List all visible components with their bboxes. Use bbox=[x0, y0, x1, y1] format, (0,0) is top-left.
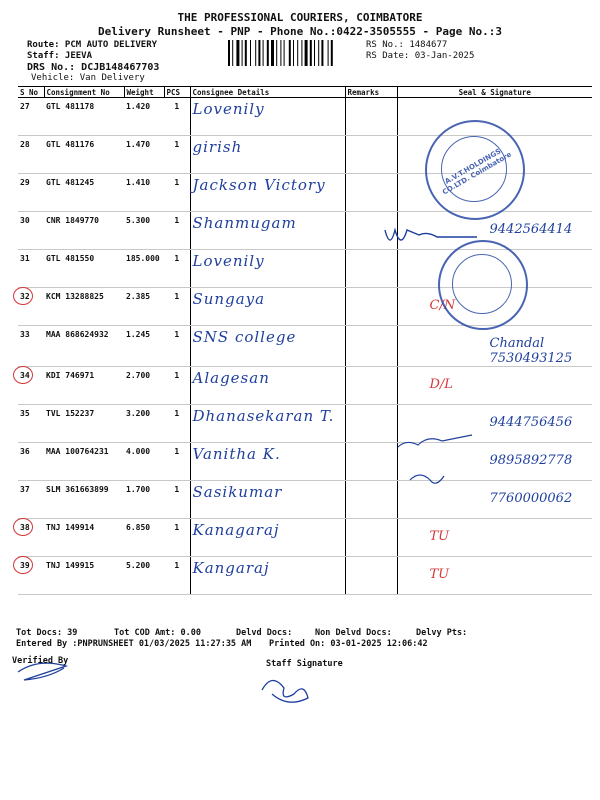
handwritten-consignee: SNS college bbox=[192, 328, 297, 346]
handwritten-seal-note: TU bbox=[429, 567, 450, 582]
handwritten-seal-note: TU bbox=[429, 529, 450, 544]
row-pcs: 1 bbox=[164, 367, 190, 405]
handwritten-consignee: Jackson Victory bbox=[192, 176, 326, 194]
row-sno: 31 bbox=[18, 250, 44, 288]
row-sno: 36 bbox=[18, 443, 44, 481]
row-consignment-no: GTL 481178 bbox=[44, 98, 124, 136]
handwritten-seal-note: 7760000062 bbox=[489, 491, 573, 506]
row-weight: 1.420 bbox=[124, 98, 164, 136]
row-consignment-no: MAA 100764231 bbox=[44, 443, 124, 481]
row-sno: 29 bbox=[18, 174, 44, 212]
row-weight: 2.385 bbox=[124, 288, 164, 326]
vehicle-text: Vehicle: Van Delivery bbox=[31, 73, 145, 83]
row-consignment-no: TNJ 149914 bbox=[44, 519, 124, 557]
col-pcs: PCS bbox=[164, 87, 190, 98]
handwritten-seal-note: 9444756456 bbox=[489, 415, 573, 430]
tot-docs: Tot Docs: 39 bbox=[16, 628, 78, 638]
company-title: THE PROFESSIONAL COURIERS, COIMBATORE bbox=[177, 11, 423, 24]
row-weight: 4.000 bbox=[124, 443, 164, 481]
handwritten-consignee: Shanmugam bbox=[192, 214, 297, 232]
row-consignment-no: GTL 481550 bbox=[44, 250, 124, 288]
tot-cod: Tot COD Amt: 0.00 bbox=[114, 628, 201, 638]
entered-by: Entered By :PNPRUNSHEET 01/03/2025 11:27:35 AM bbox=[16, 639, 252, 649]
handwritten-consignee: Kangaraj bbox=[192, 559, 270, 577]
row-weight: 3.200 bbox=[124, 405, 164, 443]
delvd-docs: Delvd Docs: bbox=[236, 628, 293, 638]
row-weight: 6.850 bbox=[124, 519, 164, 557]
row-consignment-no: KDI 746971 bbox=[44, 367, 124, 405]
non-delvd-docs: Non Delvd Docs: bbox=[315, 628, 392, 638]
row-sno: 30 bbox=[18, 212, 44, 250]
route-text: Route: PCM AUTO DELIVERY bbox=[27, 40, 158, 50]
rs-date-text: RS Date: 03-Jan-2025 bbox=[366, 51, 475, 61]
row-pcs: 1 bbox=[164, 98, 190, 136]
row-pcs: 1 bbox=[164, 443, 190, 481]
rs-no-text: RS No.: 1484677 bbox=[366, 40, 448, 50]
row-sno-text: 39 bbox=[20, 561, 30, 570]
handwritten-seal-note: Chandal 7530493125 bbox=[489, 336, 573, 366]
delvy-pts: Delvy Pts: bbox=[416, 628, 468, 638]
row-pcs: 1 bbox=[164, 405, 190, 443]
row-weight: 1.410 bbox=[124, 174, 164, 212]
row-pcs: 1 bbox=[164, 326, 190, 367]
footer-entered-row bbox=[16, 639, 590, 650]
row-pcs: 1 bbox=[164, 136, 190, 174]
row-consignment-no: SLM 361663899 bbox=[44, 481, 124, 519]
row-pcs: 1 bbox=[164, 557, 190, 595]
handwritten-seal-note: C/N bbox=[429, 298, 456, 313]
handwritten-consignee: Kanagaraj bbox=[192, 521, 280, 539]
handwritten-consignee: Alagesan bbox=[192, 369, 270, 387]
row-pcs: 1 bbox=[164, 481, 190, 519]
runsheet-subtitle: Delivery Runsheet - PNP - Phone No.:0422-3505555 - Page No.:3 bbox=[98, 25, 502, 38]
handwritten-seal-note: 9442564414 bbox=[489, 222, 573, 237]
row-weight: 1.245 bbox=[124, 326, 164, 367]
col-sno: S No bbox=[18, 87, 44, 98]
handwritten-consignee: Lovenily bbox=[192, 252, 265, 270]
row-consignment-no: TVL 152237 bbox=[44, 405, 124, 443]
col-consignee: Consignee Details bbox=[190, 87, 345, 98]
col-seal: Seal & Signature bbox=[397, 87, 592, 98]
row-sno-text: 32 bbox=[20, 292, 30, 301]
staff-signature-label: Staff Signature bbox=[266, 659, 343, 669]
col-consignment: Consignment No bbox=[44, 87, 124, 98]
row-pcs: 1 bbox=[164, 519, 190, 557]
handwritten-consignee: Lovenily bbox=[192, 100, 265, 118]
handwritten-consignee: Vanitha K. bbox=[192, 445, 281, 463]
handwritten-consignee: Sungaya bbox=[192, 290, 266, 308]
col-weight: Weight bbox=[124, 87, 164, 98]
footer bbox=[16, 628, 590, 650]
stamp-text: A.V.T.HOLDINGS CO.LTD. Coimbatore bbox=[441, 147, 513, 197]
row-pcs: 1 bbox=[164, 250, 190, 288]
row-consignment-no: GTL 481245 bbox=[44, 174, 124, 212]
row-weight: 5.300 bbox=[124, 212, 164, 250]
row-sno: 27 bbox=[18, 98, 44, 136]
col-remarks: Remarks bbox=[345, 87, 397, 98]
row-weight: 1.700 bbox=[124, 481, 164, 519]
row-pcs: 1 bbox=[164, 288, 190, 326]
handwritten-seal-note: 9895892778 bbox=[489, 453, 573, 468]
row-sno: 33 bbox=[18, 326, 44, 367]
handwritten-consignee: girish bbox=[192, 138, 243, 156]
row-weight: 2.700 bbox=[124, 367, 164, 405]
row-consignment-no: GTL 481176 bbox=[44, 136, 124, 174]
row-sno: 37 bbox=[18, 481, 44, 519]
row-sno: 28 bbox=[18, 136, 44, 174]
row-sno: 35 bbox=[18, 405, 44, 443]
row-consignment-no: KCM 13288825 bbox=[44, 288, 124, 326]
row-consignment-no: MAA 868624932 bbox=[44, 326, 124, 367]
drs-text: DRS No.: DCJB148467703 bbox=[27, 62, 160, 73]
staff-text: Staff: JEEVA bbox=[27, 51, 93, 61]
row-weight: 1.470 bbox=[124, 136, 164, 174]
verified-by-label: Verified By bbox=[12, 656, 69, 666]
row-sno-text: 38 bbox=[20, 523, 30, 532]
row-weight: 185.000 bbox=[124, 250, 164, 288]
handwritten-consignee: Dhanasekaran T. bbox=[192, 407, 335, 425]
footer-totals-row bbox=[16, 628, 590, 639]
row-consignment-no: TNJ 149915 bbox=[44, 557, 124, 595]
row-pcs: 1 bbox=[164, 212, 190, 250]
row-pcs: 1 bbox=[164, 174, 190, 212]
row-weight: 5.200 bbox=[124, 557, 164, 595]
printed-on: Printed On: 03-01-2025 12:06:42 bbox=[269, 639, 428, 649]
row-consignment-no: CNR 1849770 bbox=[44, 212, 124, 250]
handwritten-seal-note: D/L bbox=[429, 377, 453, 392]
handwritten-consignee: Sasikumar bbox=[192, 483, 283, 501]
row-sno-text: 34 bbox=[20, 371, 30, 380]
